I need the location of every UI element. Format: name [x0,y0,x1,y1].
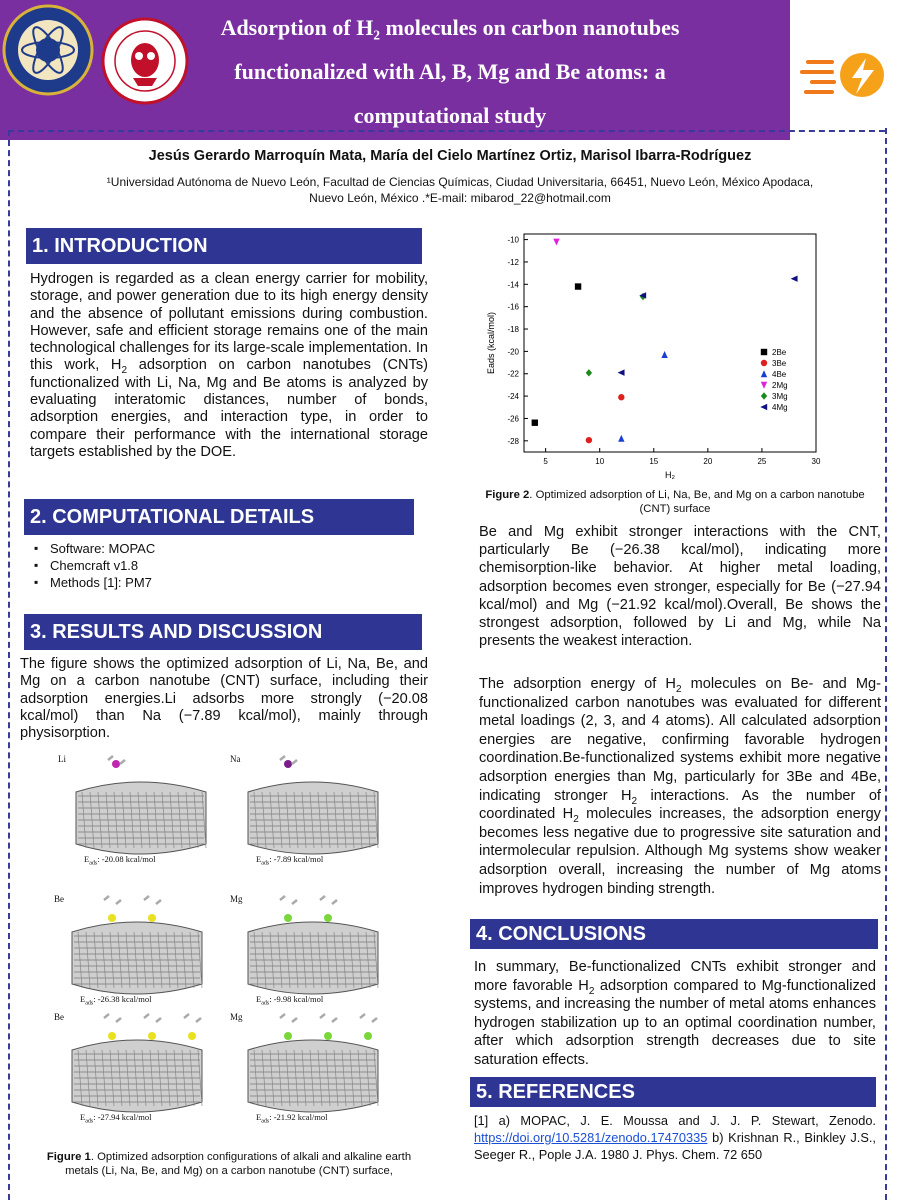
figure-2-label: Figure 2 [485,489,530,501]
legend-label: 4Be [772,370,787,379]
y-tick-label: -20 [507,347,519,357]
adsorption-energy-label [256,994,323,1007]
affiliation-line-2: Nuevo León, México .*E-mail: mibarod_22@hotmail.com [309,191,611,205]
legend-marker [761,370,767,377]
section-results-header: 3. RESULTS AND DISCUSSION [24,614,422,650]
legend-marker [761,382,767,389]
conclusions-text-a: In summary, Be-functionalized CNTs exhibit stronger and more favorable H [474,959,876,994]
energy-value: : -20.08 kcal/mol [97,854,156,864]
x-tick-label: 15 [649,457,659,466]
adsorption-energy-label [84,854,156,867]
references-text [474,1112,876,1163]
intro-text-1: Hydrogen is regarded as a clean energy carrier for mobility, storage, and power generation due to its high energy density and the absence of pollutant emissions during combustion. However, safe and efficient storage remains one of the main technological challenges for its large-scale implementation. In this work, H [30,271,428,374]
y-tick-label: -28 [507,436,519,446]
x-axis-label: H₂ [665,470,675,480]
y-tick-label: -16 [507,302,519,312]
data-point [532,420,538,426]
conclusions-sub: 2 [588,985,595,997]
x-tick-label: 5 [543,457,548,466]
eads-subscript: ads [85,1000,94,1007]
eads-symbol: E [256,1112,262,1122]
adsorption-energy-label [80,994,152,1007]
figure-1-caption-text: . Optimized adsorption configurations of alkali and alkaline earth metals (Li, Na, Be, and Mg) on a carbon nanotube (CNT) surface, [65,1151,412,1177]
adsorption-energy-label [256,1112,328,1125]
data-point [575,283,581,289]
carbon-nanotube-illustration [56,752,224,870]
eads-symbol: E [256,994,262,1004]
para2-sub: 2 [675,683,682,695]
cnt-model-panel [228,752,396,870]
eads-symbol: E [84,854,90,864]
data-point [586,369,592,376]
adsorption-energy-label [256,854,323,867]
results-paragraph: The figure shows the optimized adsorption of Li, Na, Be, and Mg on a carbon nanotube (CNT) surface, including their adsorption energies.Li adsorbs more strongly (−20.08 kcal/mol) than Na (−7.89 kcal/mol), mainly through physisorption. [20,656,428,742]
adsorption-energy-label [80,1112,152,1125]
data-point [661,351,667,358]
conclusions-text-b: adsorption compared to Mg-functionalized systems, and increasing the number of metal atoms enhances hydrogen stabilization up to an optimal coordination number, after which adsorption strength decreases due to site saturation effects. [474,977,876,1068]
data-point [618,369,625,375]
title-line-1: Adsorption of H₂ molecules on carbon nanotubes [220,15,680,40]
section-references-header: 5. REFERENCES [470,1077,876,1107]
eads-subscript: ads [261,1000,270,1007]
y-tick-label: -18 [507,325,519,335]
data-point [791,276,798,282]
authors: Jesús Gerardo Marroquín Mata, María del Cielo Martínez Ortiz, Marisol Ibarra-Rodríguez [148,148,752,164]
cnt-model-panel [228,1010,396,1128]
carbon-nanotube-illustration [228,892,396,1010]
y-tick-label: -12 [507,257,519,267]
legend-label: 3Be [772,359,787,368]
x-tick-label: 20 [703,457,713,466]
x-tick-label: 10 [595,457,605,466]
dashed-border-left [8,130,10,1200]
y-axis-label: Eads (kcal/mol) [486,311,496,375]
lightning-bolt-logo [800,50,892,100]
reference-doi-link[interactable]: https://doi.org/10.5281/zenodo.17470335 [474,1130,708,1145]
legend-marker [760,404,767,410]
intro-sub: 2 [121,365,128,377]
legend-label: 4Mg [772,403,788,412]
legend-label: 3Mg [772,392,788,401]
x-tick-label: 25 [757,457,767,466]
figure-2-caption [480,488,870,516]
eads-symbol: E [80,1112,86,1122]
data-point [553,239,559,246]
list-item: ▪ Methods [1]: PM7 [30,574,155,591]
para2-sub: 2 [631,795,638,807]
cnt-model-panel [52,1010,220,1128]
panel-element-label: Be [54,894,64,904]
title-banner [0,0,790,140]
y-tick-label: -24 [507,392,519,402]
plot-frame [524,234,816,452]
list-item: ▪ Chemcraft v1.8 [30,557,155,574]
panel-element-label: Mg [230,1012,243,1022]
carbon-nanotube-illustration [52,1010,220,1128]
legend-marker [761,360,767,366]
para2-text-d: molecules increases, the adsorption energy becomes less negative due to progressive site saturation and intermolecular repulsion. Although Mg systems show weaker adsorption overall, increasing the number of Mg atoms improves hydrogen binding strength. [479,806,881,897]
y-tick-label: -22 [507,369,519,379]
carbon-nanotube-illustration [228,752,396,870]
data-point [586,437,592,443]
eads-subscript: ads [261,1118,270,1125]
para2-text-c: interactions. As the number of coordinated H [479,787,881,823]
affiliation-line-1: ¹Universidad Autónoma de Nuevo León, Facultad de Ciencias Químicas, Ciudad Universitaria, 66451, Nuevo León, México Apodaca, [106,175,814,189]
cnt-model-panel [56,752,224,870]
legend-label: 2Be [772,348,787,357]
intro-paragraph [30,271,428,461]
panel-element-label: Be [54,1012,64,1022]
title-line-3: computational study [353,103,547,128]
carbon-nanotube-illustration [228,1010,396,1128]
energy-value: : -27.94 kcal/mol [93,1112,152,1122]
cnt-model-panel [228,892,396,1010]
dashed-border-top [8,130,885,132]
faculty-seal-logo [100,16,190,106]
panel-element-label: Mg [230,894,243,904]
uanl-seal-logo [2,4,94,96]
reference-text-a: [1] a) MOPAC, J. E. Moussa and J. J. P. Stewart, Zenodo. [474,1113,876,1128]
y-tick-label: -10 [507,235,519,245]
figure-1-label: Figure 1 [46,1151,91,1163]
panel-element-label: Li [58,754,66,764]
cnt-model-panel [52,892,220,1010]
discussion-paragraph-1: Be and Mg exhibit stronger interactions with the CNT, particularly Be (−26.38 kcal/mol), indicating more chemisorption-like behavior. At higher metal loading, adsorption becomes even stronger, especially for Be (−27.94 kcal/mol) and Mg (−21.92 kcal/mol).Overall, Be shows the strongest adsorption, followed by Li and Mg, while Na presents the weakest interaction. [479,524,881,650]
section-computational-header: 2. COMPUTATIONAL DETAILS [24,499,414,535]
energy-value: : -21.92 kcal/mol [269,1112,328,1122]
panel-element-label: Na [230,754,241,764]
eads-symbol: E [256,854,262,864]
figure-2-caption-text: . Optimized adsorption of Li, Na, Be, and Mg on a carbon nanotube (CNT) surface [529,489,865,515]
eads-subscript: ads [89,860,98,867]
section-introduction-header: 1. INTRODUCTION [26,228,422,264]
para2-text-b: molecules on Be- and Mg-functionalized carbon nanotubes was evaluated for different metal loadings (2, 3, and 4 atoms). All calculated adsorption energies are negative, confirming favorable hydrogen coordination.Be-functionalized systems exhibit more negative adsorption energies than Mg, particularly for 3Be and 4Be, indicating stronger H [479,676,881,804]
reference-text-b: b) Krishnan R., Binkley J.S., Seeger R., Pople J.A. 1980 J. Phys. Chem. 72 650 [474,1130,876,1162]
poster-title [180,6,720,138]
para2-sub: 2 [573,814,579,826]
list-item: ▪ Software: MOPAC [30,540,155,557]
data-point [618,435,624,442]
energy-value: : -9.98 kcal/mol [269,994,324,1004]
title-line-2: functionalized with Al, B, Mg and Be atoms: a [234,59,666,84]
carbon-nanotube-illustration [52,892,220,1010]
energy-value: : -7.89 kcal/mol [269,854,324,864]
eads-subscript: ads [261,860,270,867]
energy-value: : -26.38 kcal/mol [93,994,152,1004]
figure-2-scatter-chart [476,228,856,480]
figure-1-caption [30,1150,428,1178]
y-tick-label: -14 [507,280,519,290]
eads-symbol: E [80,994,86,1004]
legend-marker [761,392,767,399]
dashed-border-right [885,128,887,1200]
legend-label: 2Mg [772,381,788,390]
para2-text-a: The adsorption energy of H [479,676,676,692]
discussion-paragraph-2 [479,675,881,898]
intro-text-2: adsorption on carbon nanotubes (CNTs) functionalized with Li, Na, Mg and Be atoms is analyzed by evaluating interatomic distances, number of bonds, adsorption energies, and interaction type, in order to compare their performance with the international storage targets established by the DOE. [30,357,428,460]
conclusions-paragraph [474,958,876,1070]
x-tick-label: 30 [811,457,821,466]
section-conclusions-header: 4. CONCLUSIONS [470,919,878,949]
eads-subscript: ads [85,1118,94,1125]
y-tick-label: -26 [507,414,519,424]
legend-marker [761,349,767,355]
computational-list [30,540,155,591]
affiliation [80,174,840,206]
data-point [618,394,624,400]
